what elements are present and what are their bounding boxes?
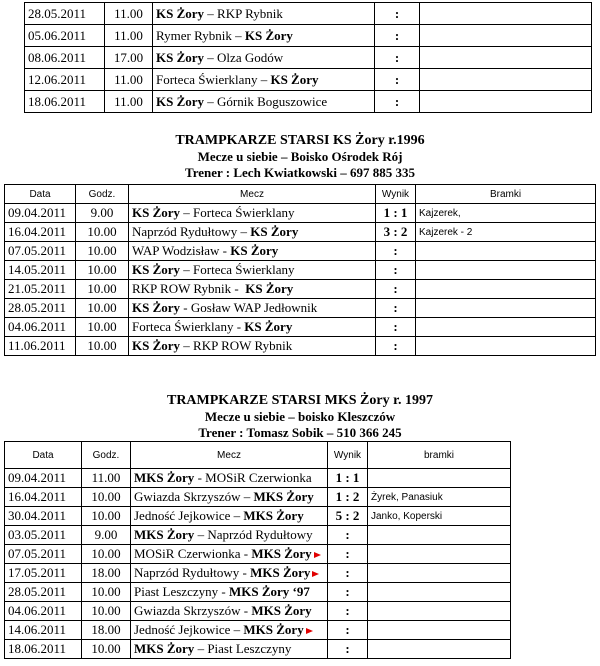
match-date: 09.04.2011 <box>5 469 82 488</box>
match-result: : <box>328 564 368 583</box>
home-team: KS Żory <box>156 93 205 109</box>
red-flag-marker <box>312 571 319 577</box>
away-team: Naprzód Rydułtowy <box>207 527 313 542</box>
match-teams <box>131 564 328 583</box>
home-team: Naprzód Rydułtowy <box>134 565 240 580</box>
away-team: Gosław WAP Jedłownik <box>190 300 318 315</box>
table-row <box>5 564 511 583</box>
match-result: 3 : 2 <box>376 223 416 242</box>
away-team: RKP ROW Rybnik <box>193 338 293 353</box>
table-row <box>5 602 511 621</box>
team-separator: – <box>194 527 208 542</box>
match-result: : <box>328 621 368 640</box>
match-date: 16.04.2011 <box>5 223 76 242</box>
match-result: : <box>375 47 420 69</box>
table-row <box>25 47 592 69</box>
match-date: 07.05.2011 <box>5 545 82 564</box>
match-scorers <box>416 242 596 261</box>
match-result: : <box>328 526 368 545</box>
match-result: : <box>376 299 416 318</box>
match-date: 28.05.2011 <box>25 3 105 25</box>
match-time: 10.00 <box>82 507 131 526</box>
table-row <box>25 3 592 25</box>
header-result: Wynik <box>328 442 368 469</box>
match-scorers <box>368 583 511 602</box>
away-team: Forteca Świerklany <box>193 205 295 220</box>
header-time: Godz. <box>82 442 131 469</box>
team-separator: - <box>240 603 252 618</box>
home-team: MOSiR Czerwionka <box>134 546 241 561</box>
match-time: 11.00 <box>105 3 153 25</box>
match-scorers <box>368 602 511 621</box>
match-date: 05.06.2011 <box>25 25 105 47</box>
match-scorers <box>416 280 596 299</box>
match-teams <box>131 545 328 564</box>
match-time: 17.00 <box>105 47 153 69</box>
match-teams <box>129 337 376 356</box>
match-scorers <box>420 91 592 113</box>
section2-fixtures-table <box>4 441 511 659</box>
match-result: : <box>376 280 416 299</box>
team-separator: – <box>194 641 208 656</box>
table-row <box>5 242 596 261</box>
table-row <box>5 337 596 356</box>
match-scorers: Kajzerek - 2 <box>416 223 596 242</box>
match-result: : <box>376 337 416 356</box>
match-result: : <box>375 69 420 91</box>
team-separator: – <box>180 338 194 353</box>
home-team: Gwiazda Skrzyszów <box>134 489 241 504</box>
away-team: KS Żory <box>245 281 294 296</box>
table-row <box>5 583 511 602</box>
away-team: Piast Leszczyny <box>207 641 292 656</box>
red-flag-marker <box>314 552 321 558</box>
section2-coach: Trener : Tomasz Sobik – 510 366 245 <box>198 425 402 440</box>
match-teams <box>129 299 376 318</box>
section1-coach: Trener : Lech Kwiatkowski – 697 885 335 <box>184 165 416 180</box>
match-teams <box>153 25 375 47</box>
match-teams <box>129 242 376 261</box>
header-result: Wynik <box>376 185 416 204</box>
match-result: 5 : 2 <box>328 507 368 526</box>
header-date: Data <box>5 442 82 469</box>
match-teams <box>131 621 328 640</box>
table-row <box>5 621 511 640</box>
home-team: MKS Żory <box>134 470 195 485</box>
table-row <box>5 204 596 223</box>
home-team: Jedność Jejkowice <box>134 508 231 523</box>
home-team: RKP ROW Rybnik <box>132 281 232 296</box>
team-separator: – <box>204 5 218 21</box>
home-team: Naprzód Rydułtowy <box>132 224 238 239</box>
table-row <box>5 488 511 507</box>
match-scorers <box>368 545 511 564</box>
team-separator: - <box>231 281 246 296</box>
match-scorers <box>368 621 511 640</box>
match-date: 28.05.2011 <box>5 583 82 602</box>
match-time: 9.00 <box>76 204 129 223</box>
table-row <box>25 69 592 91</box>
match-result: : <box>375 25 420 47</box>
match-time: 18.00 <box>82 564 131 583</box>
match-teams <box>131 602 328 621</box>
match-date: 28.05.2011 <box>5 299 76 318</box>
match-result: : <box>328 640 368 659</box>
section2-fixtures-body <box>5 469 511 659</box>
match-date: 14.05.2011 <box>5 261 76 280</box>
top-fixtures-body <box>25 3 592 113</box>
match-date: 17.05.2011 <box>5 564 82 583</box>
match-scorers <box>420 47 592 69</box>
section2-subtitle: Mecze u siebie – boisko Kleszczów <box>204 409 396 424</box>
match-scorers <box>368 564 511 583</box>
away-team: MKS Żory ‘97 <box>228 584 310 599</box>
match-result: : <box>375 3 420 25</box>
top-fixtures-table <box>24 2 592 113</box>
match-date: 03.05.2011 <box>5 526 82 545</box>
match-scorers <box>416 337 596 356</box>
match-scorers <box>420 25 592 47</box>
match-teams <box>129 280 376 299</box>
away-team: KS Żory <box>230 243 279 258</box>
header-match: Mecz <box>131 442 328 469</box>
match-result: : <box>328 583 368 602</box>
home-team: MKS Żory <box>134 527 195 542</box>
table-row <box>25 91 592 113</box>
team-separator: - <box>219 243 231 258</box>
team-separator: – <box>240 489 254 504</box>
match-time: 10.00 <box>76 280 129 299</box>
table-row <box>25 25 592 47</box>
home-team: KS Żory <box>156 49 205 65</box>
match-date: 14.06.2011 <box>5 621 82 640</box>
header-scorers: Bramki <box>416 185 596 204</box>
match-date: 07.05.2011 <box>5 242 76 261</box>
match-scorers <box>416 318 596 337</box>
team-separator: – <box>180 262 194 277</box>
match-teams <box>131 469 328 488</box>
match-scorers <box>420 3 592 25</box>
match-time: 11.00 <box>105 69 153 91</box>
match-teams <box>129 318 376 337</box>
match-date: 21.05.2011 <box>5 280 76 299</box>
section1-fixtures-table <box>4 184 596 356</box>
match-date: 18.06.2011 <box>5 640 82 659</box>
match-time: 11.00 <box>82 469 131 488</box>
team-separator: – <box>180 205 194 220</box>
away-team: KS Żory <box>250 224 299 239</box>
header-scorers: bramki <box>368 442 511 469</box>
match-date: 18.06.2011 <box>25 91 105 113</box>
table-row <box>5 469 511 488</box>
section1-fixtures-body <box>5 204 596 356</box>
match-scorers <box>416 261 596 280</box>
away-team: RKP Rybnik <box>217 5 283 21</box>
match-scorers <box>420 69 592 91</box>
away-team: MKS Żory <box>253 489 314 504</box>
table-row <box>5 261 596 280</box>
team-separator: - <box>240 546 252 561</box>
section1-title: TRAMPKARZE STARSI KS Żory r.1996 <box>175 133 425 148</box>
match-date: 08.06.2011 <box>25 47 105 69</box>
away-team: KS Żory <box>244 319 293 334</box>
match-teams <box>129 204 376 223</box>
team-separator: – <box>231 27 245 43</box>
home-team: Forteca Świerklany <box>156 71 258 87</box>
away-team: MKS Żory <box>251 546 312 561</box>
home-team: Gwiazda Skrzyszów <box>134 603 241 618</box>
home-team: KS Żory <box>132 338 181 353</box>
match-result: : <box>328 545 368 564</box>
match-teams <box>131 640 328 659</box>
team-separator: - <box>180 300 191 315</box>
match-teams <box>131 488 328 507</box>
away-team: MKS Żory <box>243 508 304 523</box>
section2-title: TRAMPKARZE STARSI MKS Żory r. 1997 <box>166 393 434 408</box>
away-team: KS Żory <box>270 71 319 87</box>
home-team: Rymer Rybnik <box>156 27 232 43</box>
away-team: Górnik Boguszowice <box>217 93 328 109</box>
table-row <box>5 545 511 564</box>
match-scorers: Kajzerek, <box>416 204 596 223</box>
match-teams <box>129 223 376 242</box>
match-result: : <box>375 91 420 113</box>
match-time: 11.00 <box>105 91 153 113</box>
match-result: 1 : 1 <box>376 204 416 223</box>
home-team: Jedność Jejkowice <box>134 622 231 637</box>
match-scorers: Janko, Koperski <box>368 507 511 526</box>
header-match: Mecz <box>129 185 376 204</box>
away-team: MOSiR Czerwionka <box>205 470 312 485</box>
away-team: KS Żory <box>244 27 293 43</box>
match-time: 10.00 <box>76 261 129 280</box>
match-date: 04.06.2011 <box>5 602 82 621</box>
away-team: Forteca Świerklany <box>193 262 295 277</box>
team-separator: – <box>230 622 244 637</box>
match-time: 10.00 <box>76 299 129 318</box>
match-scorers <box>368 469 511 488</box>
team-separator: – <box>237 224 251 239</box>
away-team: MKS Żory <box>243 622 304 637</box>
match-time: 10.00 <box>76 242 129 261</box>
match-teams <box>131 507 328 526</box>
match-time: 10.00 <box>82 583 131 602</box>
home-team: KS Żory <box>132 300 181 315</box>
match-teams <box>153 69 375 91</box>
match-date: 11.06.2011 <box>5 337 76 356</box>
team-separator: – <box>230 508 244 523</box>
match-result: : <box>328 602 368 621</box>
red-flag-marker <box>306 628 313 634</box>
match-result: 1 : 1 <box>328 469 368 488</box>
away-team: Olza Godów <box>217 49 284 65</box>
home-team: KS Żory <box>132 262 181 277</box>
match-time: 10.00 <box>82 545 131 564</box>
match-teams <box>153 47 375 69</box>
match-time: 10.00 <box>76 318 129 337</box>
table-row <box>5 299 596 318</box>
match-time: 9.00 <box>82 526 131 545</box>
match-result: : <box>376 242 416 261</box>
match-teams <box>153 91 375 113</box>
match-time: 10.00 <box>82 640 131 659</box>
home-team: WAP Wodzisław <box>132 243 220 258</box>
match-scorers: Żyrek, Panasiuk <box>368 488 511 507</box>
table-row <box>5 526 511 545</box>
match-result: : <box>376 261 416 280</box>
match-time: 10.00 <box>76 337 129 356</box>
home-team: Piast Leszczyny <box>134 584 219 599</box>
team-separator: - <box>239 565 251 580</box>
match-scorers <box>368 526 511 545</box>
match-time: 11.00 <box>105 25 153 47</box>
table-row <box>5 507 511 526</box>
home-team: MKS Żory <box>134 641 195 656</box>
table-row <box>5 280 596 299</box>
home-team: Forteca Świerklany <box>132 319 234 334</box>
match-scorers <box>368 640 511 659</box>
match-teams <box>153 3 375 25</box>
home-team: KS Żory <box>156 5 205 21</box>
away-team: MKS Żory <box>251 603 312 618</box>
match-date: 04.06.2011 <box>5 318 76 337</box>
match-date: 09.04.2011 <box>5 204 76 223</box>
table-row <box>5 318 596 337</box>
match-time: 18.00 <box>82 621 131 640</box>
team-separator: – <box>204 49 218 65</box>
match-time: 10.00 <box>82 602 131 621</box>
match-teams <box>129 261 376 280</box>
home-team: KS Żory <box>132 205 181 220</box>
header-time: Godz. <box>76 185 129 204</box>
section1-subtitle: Mecze u siebie – Boisko Ośrodek Rój <box>197 149 403 164</box>
match-time: 10.00 <box>76 223 129 242</box>
match-date: 30.04.2011 <box>5 507 82 526</box>
match-date: 16.04.2011 <box>5 488 82 507</box>
header-date: Data <box>5 185 76 204</box>
table-row <box>5 223 596 242</box>
match-result: : <box>376 318 416 337</box>
match-teams <box>131 583 328 602</box>
team-separator: – <box>204 93 218 109</box>
team-separator: - <box>233 319 245 334</box>
match-teams <box>131 526 328 545</box>
match-scorers <box>416 299 596 318</box>
match-time: 10.00 <box>82 488 131 507</box>
away-team: MKS Żory <box>250 565 311 580</box>
team-separator: – <box>257 71 271 87</box>
team-separator: - <box>218 584 229 599</box>
team-separator: - <box>194 470 206 485</box>
table-row <box>5 640 511 659</box>
match-date: 12.06.2011 <box>25 69 105 91</box>
match-result: 1 : 2 <box>328 488 368 507</box>
